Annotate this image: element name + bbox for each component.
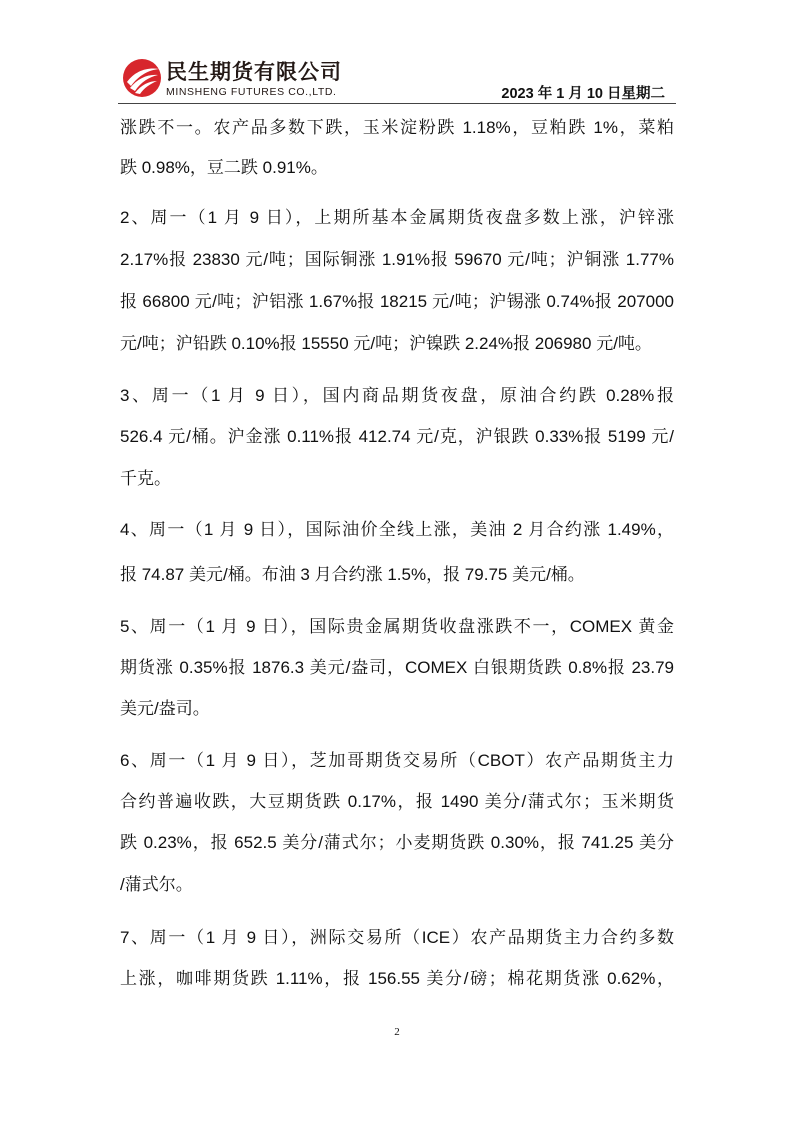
paragraph-line: 美元/盎司。 — [120, 699, 210, 718]
paragraph-line: 合约普遍收跌，大豆期货跌 0.17%，报 1490 美分/蒲式尔；玉米期货 — [120, 792, 674, 811]
company-name-cn: 民生期货有限公司 — [166, 60, 342, 84]
paragraph-line: /蒲式尔。 — [120, 875, 193, 894]
paragraph-line: 跌 0.23%，报 652.5 美分/蒲式尔；小麦期货跌 0.30%，报 741.25 美分 — [120, 833, 674, 852]
paragraph-line: 7、周一（1 月 9 日），洲际交易所（ICE）农产品期货主力合约多数 — [120, 928, 674, 947]
header-divider — [118, 103, 676, 104]
paragraph-line: 526.4 元/桶。沪金涨 0.11%报 412.74 元/克，沪银跌 0.33%报 5199 元/ — [120, 427, 674, 446]
paragraph-line: 千克。 — [120, 469, 171, 488]
report-date: 2023 年 1 月 10 日星期二 — [501, 86, 665, 102]
paragraph-line: 报 74.87 美元/桶。布油 3 月合约涨 1.5%，报 79.75 美元/桶。 — [120, 565, 585, 584]
paragraph-line: 报 66800 元/吨；沪铝涨 1.67%报 18215 元/吨；沪锡涨 0.74%报 207000 — [120, 292, 674, 311]
paragraph-line: 5、周一（1 月 9 日），国际贵金属期货收盘涨跌不一，COMEX 黄金 — [120, 617, 674, 636]
paragraph-line: 2.17%报 23830 元/吨；国际铜涨 1.91%报 59670 元/吨；沪铜涨 1.77% — [120, 250, 674, 269]
paragraph-line: 2、周一（1 月 9 日），上期所基本金属期货夜盘多数上涨，沪锌涨 — [120, 208, 674, 227]
page-number: 2 — [394, 1026, 400, 1038]
paragraph-line: 元/吨；沪铅跌 0.10%报 15550 元/吨；沪镍跌 2.24%报 206980 元/吨。 — [120, 334, 652, 353]
paragraph-line: 上涨，咖啡期货跌 1.11%，报 156.55 美分/磅；棉花期货涨 0.62%， — [120, 969, 674, 988]
company-name-en: MINSHENG FUTURES CO.,LTD. — [166, 86, 337, 98]
paragraph-line: 期货涨 0.35%报 1876.3 美元/盎司，COMEX 白银期货跌 0.8%报 23.79 — [120, 658, 674, 677]
paragraph-line: 3、周一（1 月 9 日），国内商品期货夜盘，原油合约跌 0.28%报 — [120, 386, 674, 405]
paragraph-line: 涨跌不一。农产品多数下跌，玉米淀粉跌 1.18%，豆粕跌 1%，菜粕 — [120, 118, 674, 137]
paragraph-line: 6、周一（1 月 9 日），芝加哥期货交易所（CBOT）农产品期货主力 — [120, 751, 674, 770]
company-logo-icon — [121, 57, 163, 99]
paragraph-line: 跌 0.98%，豆二跌 0.91%。 — [120, 158, 328, 177]
paragraph-line: 4、周一（1 月 9 日），国际油价全线上涨，美油 2 月合约涨 1.49%， — [120, 520, 674, 539]
